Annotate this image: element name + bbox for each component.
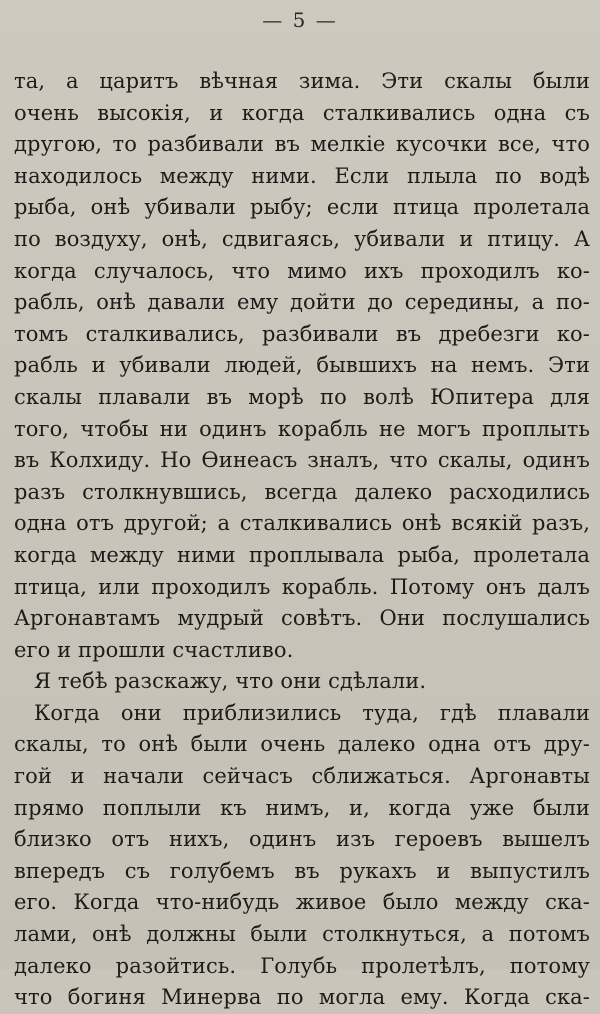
text-line: очень высокiя, и когда сталкивались одна съ [14,100,590,125]
text-line: скалы, то онѣ были очень далеко одна отъ дру- [14,732,590,757]
body-text [14,66,590,1014]
text-line: Аргонавтамъ мудрый совѣтъ. Они послушались [14,606,590,631]
text-line: томъ сталкивались, разбивали въ дребезги ко- [14,321,590,346]
text-line: когда между ними проплывала рыба, пролетала [14,542,590,567]
text-line: когда случалось, что мимо ихъ проходилъ ко- [14,258,590,283]
text-line: его. Когда что-нибудь живое было между ска- [14,890,590,915]
text-line: одна отъ другой; а сталкивались онѣ всякiй разъ, [14,511,590,536]
text-line: что богиня Минерва по могла ему. Когда ска- [14,985,590,1010]
text-line: лами, онѣ должны были столкнуться, а потомъ [14,922,590,947]
text-line: далеко разойтись. Голубь пролетѣлъ, потому [14,953,590,978]
text-line: гой и начали сейчасъ сближаться. Аргонавты [14,764,590,789]
text-line: находилось между ними. Если плыла по водѣ [14,163,590,188]
text-line: близко отъ нихъ, одинъ изъ героевъ вышелъ [14,827,590,852]
text-line: въ Колхиду. Но Ѳинеасъ зналъ, что скалы, одинъ [14,448,590,473]
text-line: другою, то разбивали въ мелкiе кусочки все, что [14,132,590,157]
text-line: та, а царитъ вѣчная зима. Эти скалы были [14,69,590,93]
text-line: рабль и убивали людей, бывшихъ на немъ. Эти [14,353,590,378]
text-line: рабль, онѣ давали ему дойти до середины, а по- [14,290,590,315]
text-line: прямо поплыли къ нимъ, и, когда уже были [14,795,590,820]
text-line: скалы плавали въ морѣ по волѣ Юпитера для [14,384,590,409]
page-number: — 5 — [262,8,338,32]
text-line: Я тебѣ разскажу, что они сдѣлали. [34,669,427,694]
text-line: разъ столкнувшись, всегда далеко расходились [14,479,590,504]
text-line: того, чтобы ни одинъ корабль не могъ проплыть [14,416,590,441]
text-line: птица, или проходилъ корабль. Потому онъ далъ [14,574,590,599]
text-line: его и прошли счастливо. [14,637,294,662]
text-line: Когда они приблизились туда, гдѣ плавали [34,700,590,725]
text-line: по воздуху, онѣ, сдвигаясь, убивали и птицу. А [14,226,590,251]
text-line: впередъ съ голубемъ въ рукахъ и выпустилъ [14,858,590,883]
text-line: рыба, онѣ убивали рыбу; если птица пролетала [14,195,590,220]
